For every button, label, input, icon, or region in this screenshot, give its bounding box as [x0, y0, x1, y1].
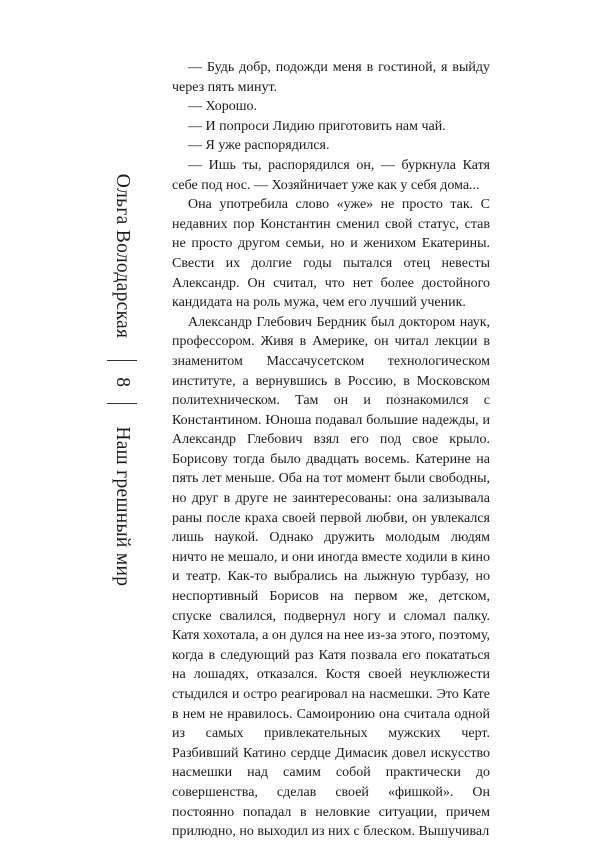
running-head — [96, 70, 148, 690]
paragraph: — Будь добр, подожди меня в гостиной, я выйду через пять минут. — [172, 60, 490, 95]
running-head-text — [102, 70, 142, 690]
paragraph: — И попроси Лидию приготовить нам чай. — [188, 118, 446, 134]
author-name: Ольга Володарская — [112, 173, 133, 339]
paragraph: Александр Глебович Бердник был доктором наук, профессором. Живя в Америке, он читал лекции в знаменитом Массачусетском технологическом институте, а вернувшись в Россию, в Московском политехническом. Там он и познакомился с Константином. Юноша подавал большие надежды, и Александр Глебович взял его под свое крыло. Борисову тогда было двадцать восемь. Катерине на пять лет меньше. Оба на тот момент были свободны, но друг в друге не заинтересованы: она зализывала раны после краха своей первой любви, он увлекался лишь наукой. Однако дружить молодым людям ничто не мешало, и они иногда вместе ходили в кино и театр. Как-то выбрались на лыжную турбазу, но неспортивный Борисов на первом же, детском, спуске свалился, подвернул ногу и сломал палку. Катя хохотала, а он дулся на нее из-за этого, поэтому, когда в следующий раз Катя позвала его покататься на лошадях, отказался. Костя своей неуклюжести стыдился и остро реагировал на насмешки. Это Кате в нем не нравилось. Самоиронию она считала одной из самых привлекательных мужских черт. Разбивший Катино сердце Димасик довел искусство насмешки над самим собой практически до совершенства, сделав своей «фишкой». Он постоянно попадал в неловкие ситуации, причем прилюдно, но выходил из них с блеском. Вышучивал — [172, 314, 490, 840]
paragraph: Она употребила слово «уже» не просто так. С недавних пор Константин сменил свой статус, став не просто другом семьи, но и женихом Екатерины. Свести их долгие годы пытался отец невесты Александр. Он считал, что нет более достойного кандидата на роль мужа, чем его лучший ученик. — [172, 197, 490, 311]
paragraph: — Хорошо. — [188, 99, 258, 115]
header-separator — [107, 403, 137, 404]
body-text — [172, 58, 490, 842]
paragraph: — Я уже распорядился. — [188, 138, 330, 154]
book-title: Наш грешный мир — [112, 426, 133, 587]
page-number: 8 — [112, 377, 133, 388]
header-separator — [107, 360, 137, 361]
paragraph: — Ишь ты, распорядился он, — буркнула Катя себе под нос. — Хозяйничает уже как у себя дома... — [172, 157, 490, 193]
